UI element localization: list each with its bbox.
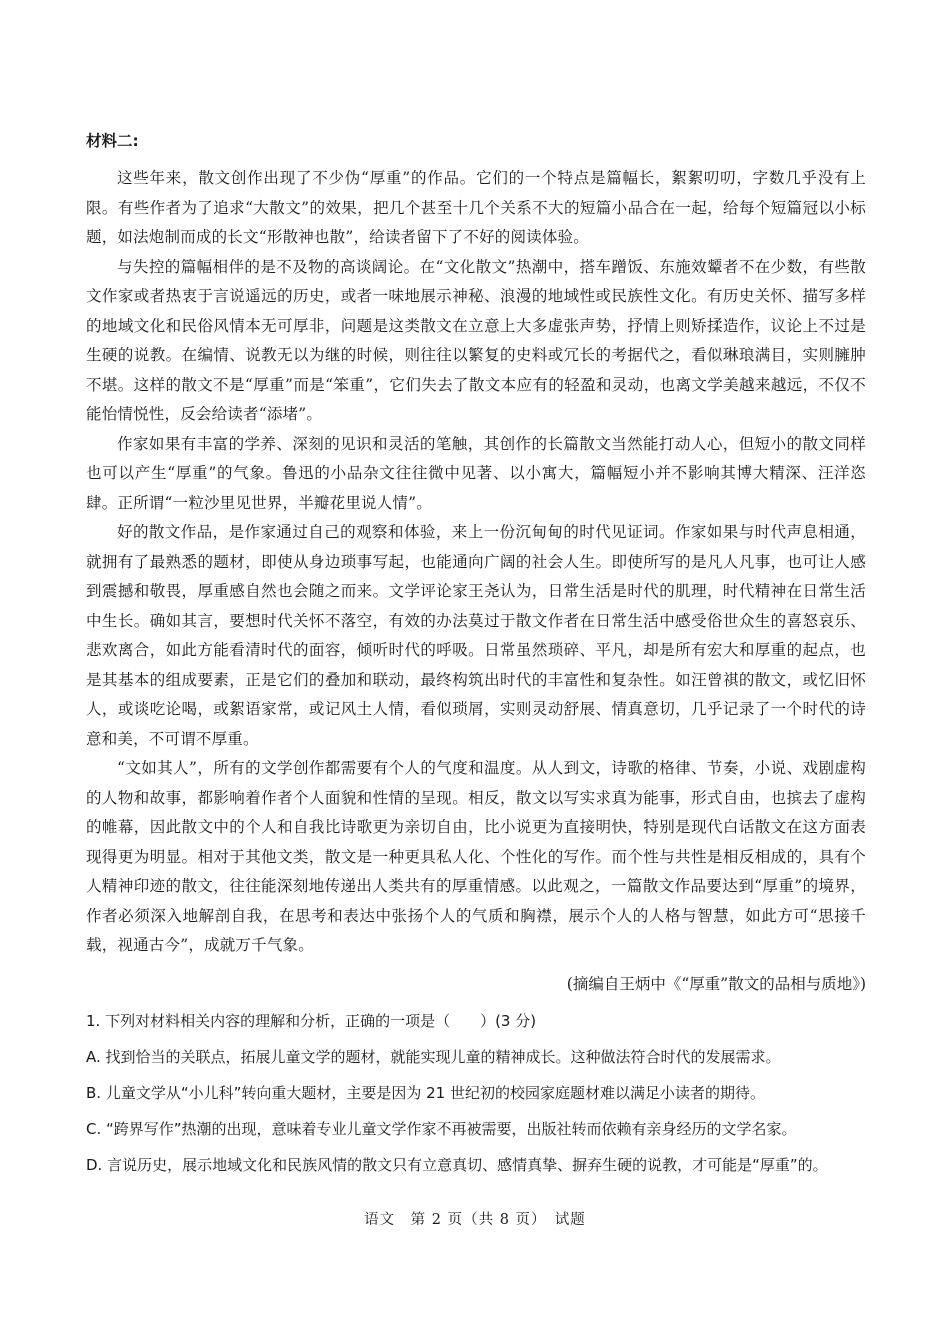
option-c: C. “跨界写作”热潮的出现，意味着专业儿童文学作家不再被需要，出版社转而依赖有亲身经历的文学名家。 bbox=[86, 1119, 797, 1138]
material-paragraph-3: 作家如果有丰富的学养、深刻的见识和灵活的笔触，其创作的长篇散文当然能打动人心，但短小的散文同样也可以产生“厚重”的气象。鲁迅的小品杂文往往微中见著、以小寓大，篇幅短小并不影响其博大精深、汪洋恣肆。正所谓“一粒沙里见世界，半瓣花里说人情”。 bbox=[86, 434, 866, 512]
material-source: (摘编自王炳中《“厚重”散文的品相与质地》) bbox=[566, 974, 866, 993]
option-a: A. 找到恰当的关联点，拓展儿童文学的题材，就能实现儿童的精神成长。这种做法符合时代的发展需求。 bbox=[86, 1047, 781, 1066]
option-b: B. 儿童文学从“小儿科”转向重大题材，主要是因为 21 世纪初的校园家庭题材难以满足小读者的期待。 bbox=[86, 1083, 765, 1102]
page-footer: 语文 第 2 页（共 8 页） 试题 bbox=[364, 1212, 586, 1228]
material-paragraph-5: “文如其人”，所有的文学创作都需要有个人的气度和温度。从人到文，诗歌的格律、节奏，小说、戏剧虚构的人物和故事，都影响着作者个人面貌和性情的呈现。相反，散文以写实求真为能事，形式自由，也摈去了虚构的帷幕，因此散文中的个人和自我比诗歌更为亲切自由，比小说更为直接明快，特别是现代白话散文在这方面表现得更为明显。相对于其他文类，散文是一种更具私人化、个性化的写作。而个性与共性是相反相成的，具有个人精神印迹的散文，往往能深刻地传递出人类共有的厚重情感。以此观之，一篇散文作品要达到“厚重”的境界，作者必须深入地解剖自我，在思考和表达中张扬个人的气质和胸襟，展示个人的人格与智慧，如此方可“思接千载，视通古今”，成就万千气象。 bbox=[86, 759, 866, 954]
exam-page bbox=[86, 128, 866, 1181]
material-paragraph-1: 这些年来，散文创作出现了不少伪“厚重”的作品。它们的一个特点是篇幅长，絮絮叨叨，字数几乎没有上限。有些作者为了追求“大散文”的效果，把几个甚至十几个关系不大的短篇小品合在一起，给每个短篇冠以小标题，如法炮制而成的长文“形散神也散”，给读者留下了不好的阅读体验。 bbox=[86, 169, 866, 246]
material-paragraph-2: 与失控的篇幅相伴的是不及物的高谈阔论。在“文化散文”热潮中，搭车蹭饭、东施效颦者不在少数，有些散文作家或者热衷于言说遥远的历史，或者一味地展示神秘、浪漫的地域性或民族性文化。有历史关怀、描写多样的地域文化和民俗风情本无可厚非，问题是这类散文在立意上大多虚张声势，抒情上则矫揉造作，议论上不过是生硬的说教。在编情、说教无以为继的时候，则往往以繁复的史料或冗长的考据代之，看似琳琅满目，实则臃肿不堪。这样的散文不是“厚重”而是“笨重”，它们失去了散文本应有的轻盈和灵动，也离文学美越来越远，不仅不能怡情悦性，反会给读者“添堵”。 bbox=[86, 257, 866, 423]
material-paragraph-4: 好的散文作品，是作家通过自己的观察和体验，来上一份沉甸甸的时代见证词。作家如果与时代声息相通，就拥有了最熟悉的题材，即使从身边琐事写起，也能通向广阔的社会人生。即使所写的是凡人凡事，也可让人感到震撼和敬畏，厚重感自然也会随之而来。文学评论家王尧认为，日常生活是时代的肌理，时代精神在日常生活中生长。确如其言，要想时代关怀不落空，有效的办法莫过于散文作者在日常生活中感受俗世众生的喜怒哀乐、悲欢离合，如此方能看清时代的面容，倾听时代的呼吸。日常虽然琐碎、平凡，却是所有宏大和厚重的起点，也是其基本的组成要素，正是它们的叠加和联动，最终构筑出时代的丰富性和复杂性。如汪曾祺的散文，或忆旧怀人，或谈吃论喝，或絮语家常，或记风土人情，看似琐屑，实则灵动舒展、情真意切，几乎记录了一个时代的诗意和美，不可谓不厚重。 bbox=[86, 523, 866, 748]
question-stem: 1. 下列对材料相关内容的理解和分析，正确的一项是（ ）(3 分) bbox=[86, 1011, 537, 1030]
material-title: 材料二: bbox=[86, 132, 139, 150]
option-d: D. 言说历史，展示地域文化和民族风情的散文只有立意真切、感情真挚、摒弃生硬的说教，才可能是“厚重”的。 bbox=[86, 1155, 828, 1174]
